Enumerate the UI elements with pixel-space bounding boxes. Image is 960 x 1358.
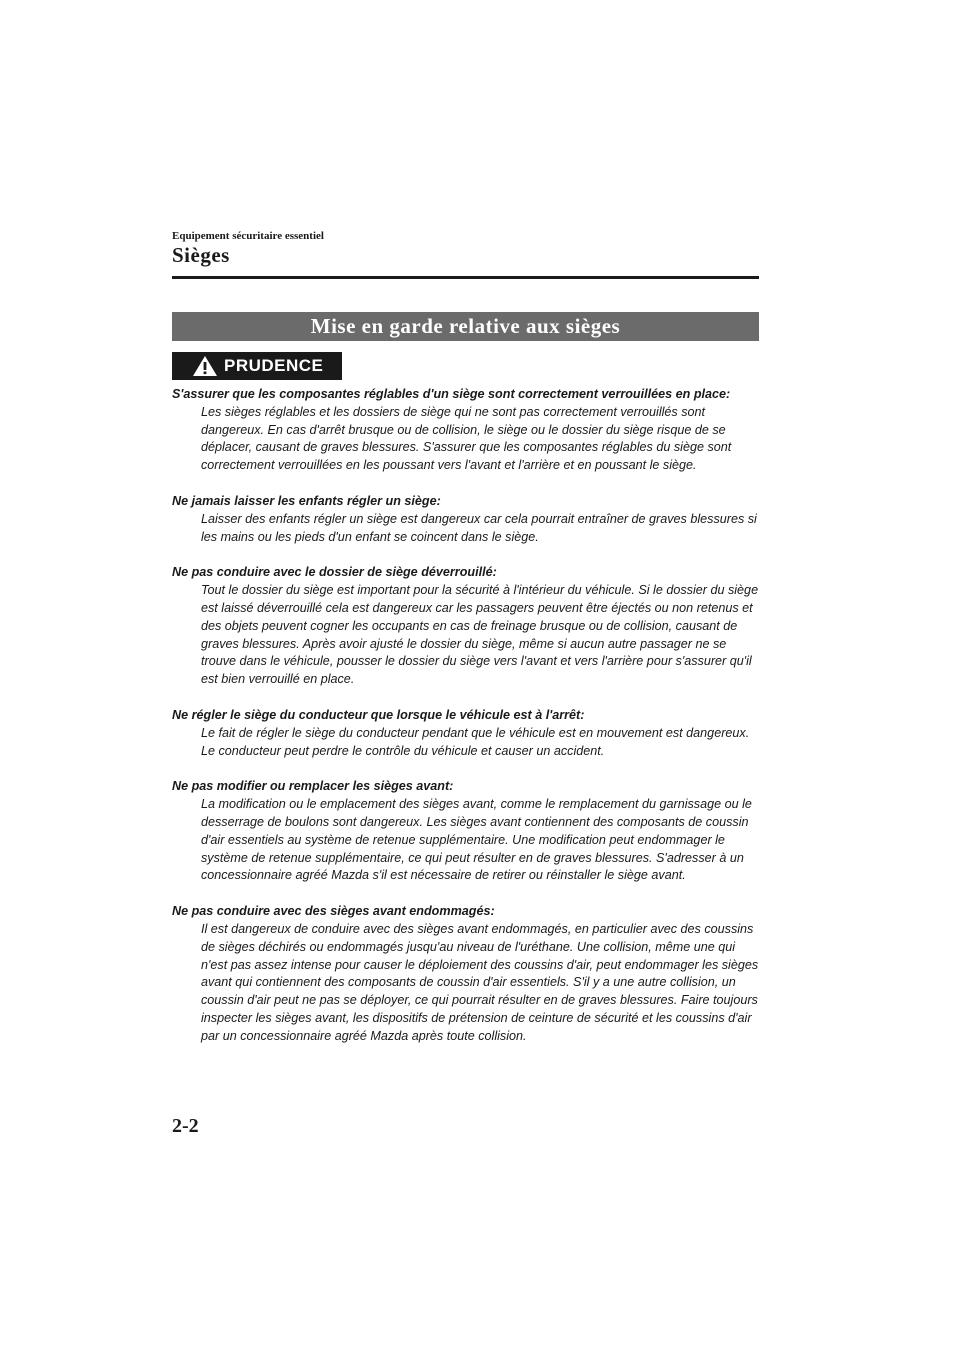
warning-item xyxy=(172,564,762,689)
warning-body: Les sièges réglables et les dossiers de siège qui ne sont pas correctement verrouillés sont dangereux. En cas d'arrêt brusque ou de collision, le siège ou le dossier du siège risque de se déplacer, causant de graves blessures. S'assurer que les composantes réglables du siège sont correctement verrouillées en les poussant vers l'avant et l'arrière et en poussant le siège. xyxy=(201,404,732,473)
warning-body: La modification ou le emplacement des sièges avant, comme le remplacement du garnissage ou le desserrage de boulons sont dangereux. Les sièges avant contiennent des composants de coussin d'air essentiels au système de retenue supplémentaire. Une modification peut endommager le système de retenue supplémentaire, ce qui peut résulter en de graves blessures. S'adresser à un concessionnaire agréé Mazda s'il est nécessaire de retirer ou réinstaller le siège avant. xyxy=(201,797,752,883)
warning-item xyxy=(172,386,762,475)
warning-body: Tout le dossier du siège est important pour la sécurité à l'intérieur du véhicule. Si le dossier du siège est laissé déverrouillé cela est dangereux car les passagers peuvent être éjectés ou non retenus et des objets peuvent cogner les occupants en cas de freinage brusque ou de collision, causant de graves blessures. Après avoir ajusté le dossier du siège, même si aucun autre passager ne se trouve dans le véhicule, pousser le dossier du siège vers l'avant et vers l'arrière pour s'assurer qu'il est bien verrouillé en place. xyxy=(201,583,759,687)
caution-label: PRUDENCE xyxy=(224,356,324,375)
warning-heading: Ne pas conduire avec le dossier de siège déverrouillé: xyxy=(172,565,497,580)
section-banner xyxy=(172,312,759,341)
warning-body: Le fait de régler le siège du conducteur pendant que le véhicule est en mouvement est dangereux. Le conducteur peut perdre le contrôle du véhicule et causer un accident. xyxy=(201,725,750,758)
warning-item xyxy=(172,903,762,1045)
warning-heading: Ne pas conduire avec des sièges avant endommagés: xyxy=(172,904,495,919)
warning-heading: S'assurer que les composantes réglables d'un siège sont correctement verrouillées en place: xyxy=(172,387,731,401)
warning-body: Laisser des enfants régler un siège est dangereux car cela pourrait entraîner de graves blessures si les mains ou les pieds d'un enfant se coincent dans le siège. xyxy=(201,511,757,544)
section-label: Equipement sécuritaire essentiel xyxy=(172,230,324,242)
chapter-title: Sièges xyxy=(172,243,230,267)
warning-body: Il est dangereux de conduire avec des sièges avant endommagés, en particulier avec des coussins de sièges déchirés ou endommagés jusqu'au niveau de l'uréthane. Une collision, même une qui n'est pas assez intense pour causer le déploiement des coussins d'air, peut endommager les sièges avant qui contiennent des composants de coussin d'air essentiels. S'il y a une autre collision, un coussin d'air peut ne pas se déployer, ce qui pourrait résulter en de graves blessures. Faire toujours inspecter les sièges avant, les dispositifs de prétension de ceinture de sécurité et les coussins d'air par un concessionnaire agréé Mazda après toute collision. xyxy=(201,921,759,1043)
warning-list xyxy=(172,386,762,1064)
warning-item xyxy=(172,493,762,546)
warning-heading: Ne régler le siège du conducteur que lorsque le véhicule est à l'arrêt: xyxy=(172,707,585,722)
caution-badge xyxy=(172,352,342,380)
banner-title: Mise en garde relative aux sièges xyxy=(310,314,621,338)
warning-heading: Ne pas modifier ou remplacer les sièges avant: xyxy=(172,779,454,794)
header-rule xyxy=(172,276,759,279)
page-number: 2-2 xyxy=(172,1115,199,1137)
warning-item xyxy=(172,707,762,760)
warning-triangle-icon xyxy=(192,355,218,377)
warning-heading: Ne jamais laisser les enfants régler un siège: xyxy=(172,493,441,508)
warning-item xyxy=(172,778,762,885)
